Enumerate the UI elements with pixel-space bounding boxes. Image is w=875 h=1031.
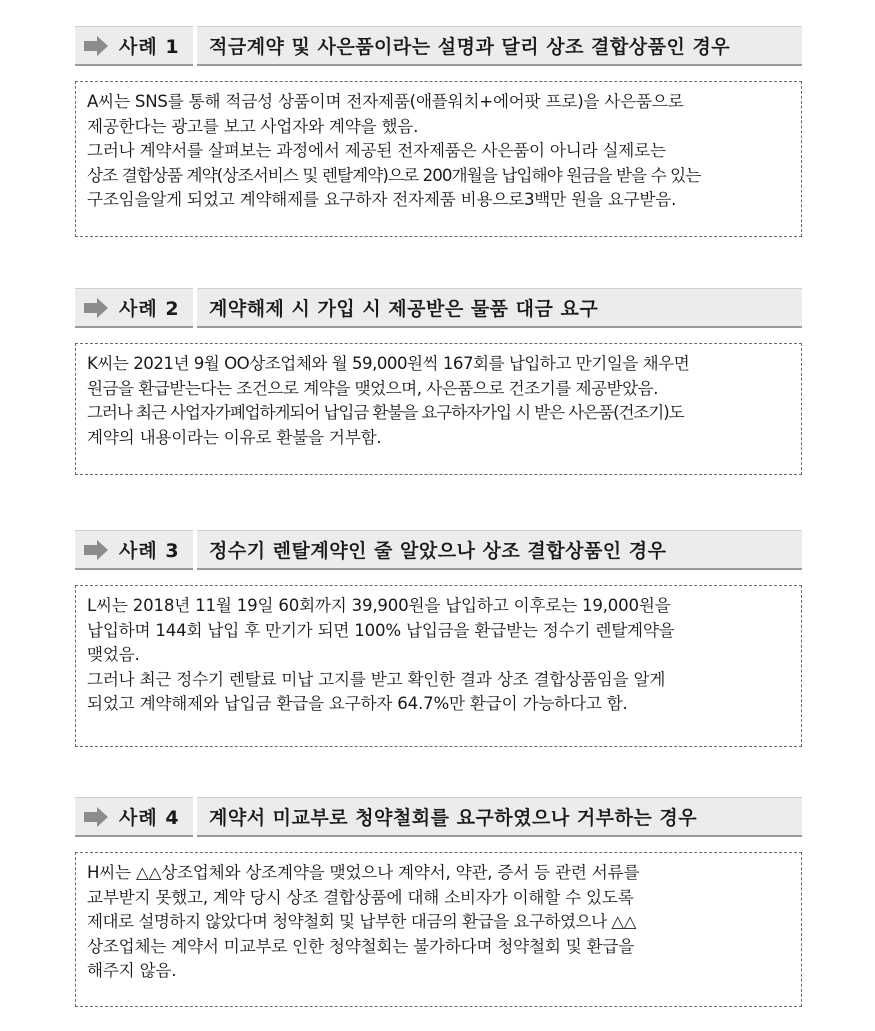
case-text-line: 맺었음. xyxy=(87,645,140,665)
case-text-line: 해주지 않음. xyxy=(87,961,177,981)
case-text-line: 납입하며 144회 납입 후 만기가 되면 100% 납입금을 환급받는 정수기 렌탈계약을 xyxy=(87,620,675,640)
case-text-line: 그러나 계약서를 살펴보는 과정에서 제공된 전자제품은 사은품이 아니라 실제로는 xyxy=(87,141,666,161)
case-header xyxy=(75,26,802,66)
case-text-line: 상조 결합상품 계약(상조서비스 및 렌탈계약)으로 200개월을 납입해야 원금을 받을 수 있는 xyxy=(87,165,701,185)
case-description xyxy=(75,852,802,1007)
case-text-line: 제공한다는 광고를 보고 사업자와 계약을 했음. xyxy=(87,116,419,136)
case-text-line: 그러나 최근 정수기 렌탈료 미납 고지를 받고 확인한 결과 상조 결합상품임을 알게 xyxy=(87,669,666,689)
case-label: 사례 2 xyxy=(119,298,180,320)
case-label: 사례 4 xyxy=(119,807,180,829)
case-text-line: 원금을 환급받는다는 조건으로 계약을 맺었으며, 사은품으로 건조기를 제공받았음. xyxy=(87,378,658,398)
case-title: 계약서 미교부로 청약철회를 요구하였으나 거부하는 경우 xyxy=(209,807,698,829)
case-1 xyxy=(75,26,802,210)
case-text-line: 교부받지 못했고, 계약 당시 상조 결합상품에 대해 소비자가 이해할 수 있도록 xyxy=(87,887,634,907)
case-title: 정수기 렌탈계약인 줄 알았으나 상조 결합상품인 경우 xyxy=(209,540,667,562)
case-text-line: L씨는 2018년 11월 19일 60회까지 39,900원을 납입하고 이후로는 19,000원을 xyxy=(87,596,671,615)
case-label: 사례 3 xyxy=(119,540,180,562)
case-text-line: 제대로 설명하지 않았다며 청약철회 및 납부한 대금의 환급을 요구하였으나 △△ xyxy=(87,912,636,932)
case-title: 적금계약 및 사은품이라는 설명과 달리 상조 결합상품인 경우 xyxy=(209,36,731,58)
case-text-line: 되었고 계약해제와 납입금 환급을 요구하자 64.7%만 환급이 가능하다고 함. xyxy=(87,694,628,714)
case-description xyxy=(75,343,802,475)
case-description xyxy=(75,81,802,237)
case-description xyxy=(75,585,802,747)
case-text-line: 상조업체는 계약서 미교부로 인한 청약철회는 불가하다며 청약철회 및 환급을 xyxy=(87,936,635,956)
case-label: 사례 1 xyxy=(119,36,180,58)
case-4 xyxy=(75,797,802,981)
case-3 xyxy=(75,530,802,714)
case-text-line: 그러나 최근 사업자가폐업하게되어 납입금 환불을 요구하자가입 시 받은 사은품(건조기)도 xyxy=(87,403,684,423)
case-2 xyxy=(75,288,802,447)
case-text-line: A씨는 SNS를 통해 적금성 상품이며 전자제품(애플워치+에어팟 프로)을 사은품으로 xyxy=(87,92,684,111)
case-header xyxy=(75,288,802,328)
case-text-line: K씨는 2021년 9월 OO상조업체와 월 59,000원씩 167회를 납입하고 만기일을 채우면 xyxy=(87,354,690,373)
arrow-right-icon xyxy=(81,803,111,831)
arrow-right-icon xyxy=(81,32,111,60)
arrow-right-icon xyxy=(81,294,111,322)
case-text-line: 계약의 내용이라는 이유로 환불을 거부함. xyxy=(87,427,382,447)
arrow-right-icon xyxy=(81,536,111,564)
case-text-line: 구조임을알게 되었고 계약해제를 요구하자 전자제품 비용으로3백만 원을 요구받음. xyxy=(87,190,677,210)
case-title: 계약해제 시 가입 시 제공받은 물품 대금 요구 xyxy=(209,298,599,320)
case-header xyxy=(75,797,802,837)
case-text-line: H씨는 △△상조업체와 상조계약을 맺었으나 계약서, 약관, 증서 등 관련 서류를 xyxy=(87,863,640,882)
case-header xyxy=(75,530,802,570)
